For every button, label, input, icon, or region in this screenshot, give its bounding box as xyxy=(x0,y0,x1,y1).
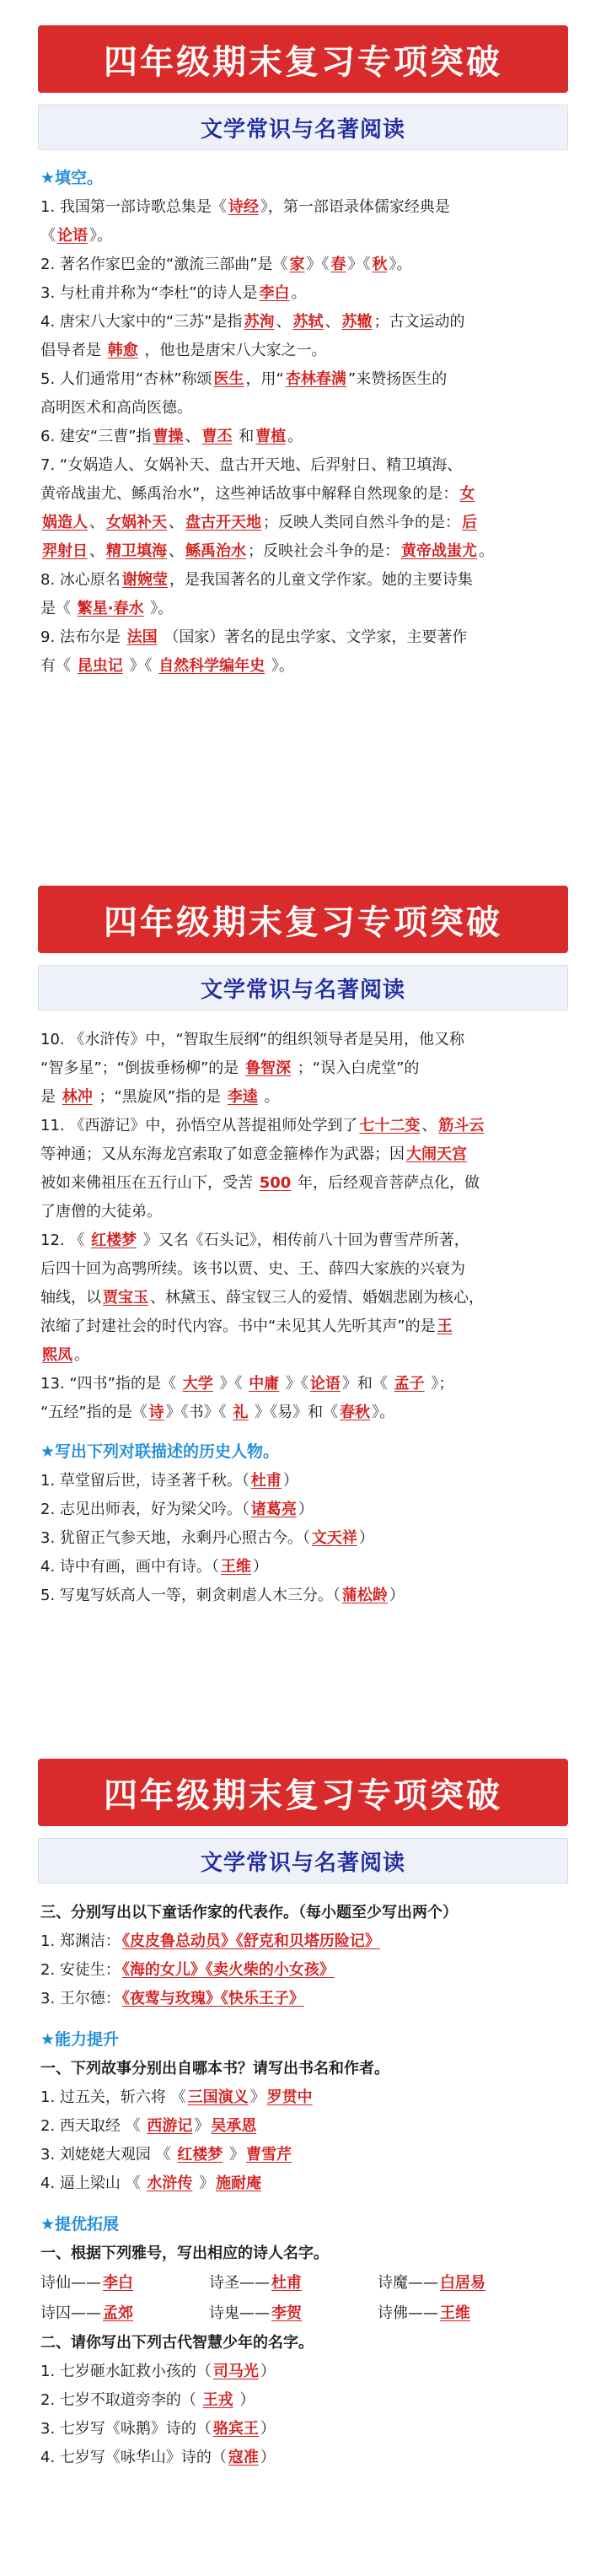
text-line xyxy=(40,1284,569,1312)
answer-text: 王戎 xyxy=(202,2391,233,2409)
text-line xyxy=(40,2358,569,2386)
poet-cell xyxy=(378,2298,546,2329)
text-line xyxy=(40,1083,569,1112)
text-line xyxy=(40,193,569,222)
text-segment: 诗魔—— xyxy=(378,2274,438,2292)
answer-text: 文天祥 xyxy=(311,1529,357,1547)
answer-text: 王 xyxy=(437,1318,453,1335)
text-segment: 》。 xyxy=(89,227,112,245)
text-segment: 5. 写鬼写妖高人一等，刺贪刺虐人木三分。（ xyxy=(40,1587,341,1604)
section-title-fill-blank: ★填空。 xyxy=(40,169,104,187)
answer-text: 昆虫记 xyxy=(77,657,123,675)
text-line xyxy=(40,1198,569,1226)
text-line xyxy=(40,1467,569,1495)
sheet-1-content xyxy=(0,165,606,681)
answer-text: 春 xyxy=(330,256,346,273)
text-segment: 诗圣—— xyxy=(209,2274,270,2292)
banner-title: 四年级期末复习专项突破 xyxy=(38,886,568,953)
answer-text: 司马光 xyxy=(212,2363,259,2380)
text-line xyxy=(40,1112,569,1140)
youth-lines xyxy=(40,2358,569,2472)
text-segment: 》《 xyxy=(124,657,158,675)
text-segment: 3. 与杜甫并称为“李杜”的诗人是 xyxy=(40,284,258,302)
text-segment: 2. 西天取经 《 xyxy=(40,2117,146,2135)
text-segment: 是《 xyxy=(40,600,76,617)
answer-text: 自然科学编年史 xyxy=(158,657,265,675)
text-line xyxy=(40,2112,569,2141)
text-segment: 》《易》和《 xyxy=(249,1404,339,1421)
text-line xyxy=(40,308,569,337)
answer-text: 羿射日 xyxy=(42,542,88,560)
text-segment: 倡导者是 xyxy=(40,342,106,359)
section-title-extension: ★提优拓展 xyxy=(40,2215,120,2234)
text-line xyxy=(40,1226,569,1255)
question-poet-nicknames: 一、根据下列雅号，写出相应的诗人名字。 xyxy=(40,2245,329,2262)
sheet-2 xyxy=(0,886,606,1610)
text-segment: “五经”指的是《 xyxy=(40,1404,147,1421)
text-line xyxy=(40,1341,569,1370)
text-segment: （国家）著名的昆虫学家、文学家，主要著作 xyxy=(158,628,468,646)
answer-text: 李逵 xyxy=(227,1088,258,1106)
text-segment: 4. 唐宋八大家中的“三苏”是指 xyxy=(40,313,243,331)
answer-text: 曹丕 xyxy=(201,428,233,445)
answer-text: 《夜莺与玫瑰》《快乐王子》 xyxy=(121,1990,304,2007)
text-line xyxy=(40,2169,569,2198)
answer-text: 王维 xyxy=(220,1558,251,1576)
text-segment: 2. 七岁不取道旁李的（ xyxy=(40,2391,201,2409)
poet-cell xyxy=(378,2268,546,2298)
couplet-lines xyxy=(40,1467,569,1610)
text-segment: 10. 《水浒传》中，“智取生辰纲”的组织领导者是吴用，他又称 xyxy=(40,1031,464,1048)
text-segment: 13. “四书”指的是《 xyxy=(40,1375,181,1393)
answer-text: 曹植 xyxy=(255,428,287,445)
text-segment: ） xyxy=(260,2449,276,2466)
text-segment: 4. 七岁写《咏华山》诗的（ xyxy=(40,2449,227,2466)
answer-text: 三国演义 xyxy=(187,2088,249,2106)
text-segment: 、林黛玉、薛宝钗三人的爱情、婚姻悲剧为核心， xyxy=(150,1289,484,1307)
answer-text: 施耐庵 xyxy=(216,2175,262,2192)
poet-cell xyxy=(40,2298,209,2329)
banner-subtitle: 文学常识与名著阅读 xyxy=(38,105,568,150)
text-segment: ） xyxy=(260,2363,276,2380)
text-segment: ；反映社会斗争的是： xyxy=(248,542,400,560)
text-segment: 1. 过五关，斩六将 《 xyxy=(40,2088,186,2106)
text-segment: 、 xyxy=(89,514,105,531)
text-segment: 1. 郑渊洁： xyxy=(40,1932,121,1950)
text-segment: 是 xyxy=(40,1088,61,1106)
question-story-source: 一、下列故事分别出自哪本书？请写出书名和作者。 xyxy=(40,2060,389,2078)
poet-row xyxy=(40,2298,569,2329)
text-segment: 》。 xyxy=(389,256,412,273)
answer-text: 女娲补天 xyxy=(106,514,167,531)
answer-text: 杏林春满 xyxy=(285,370,346,388)
text-segment: 》 xyxy=(194,2117,210,2135)
text-segment: ，他也是唐宋八大家之一。 xyxy=(139,342,327,359)
text-segment: 、 xyxy=(89,542,105,560)
banner-title: 四年级期末复习专项突破 xyxy=(38,1759,568,1826)
answer-text: 诸葛亮 xyxy=(250,1501,297,1518)
text-segment: 12. 《 xyxy=(40,1231,90,1249)
banner-subtitle: 文学常识与名著阅读 xyxy=(38,1838,568,1883)
text-segment: 浓缩了封建社会的时代内容。书中“未见其人先听其声”的是 xyxy=(40,1318,436,1335)
question-wise-youths: 二、请你写出下列古代智慧少年的名字。 xyxy=(40,2334,314,2352)
text-line xyxy=(40,1169,569,1198)
fill-blank-lines xyxy=(40,193,569,681)
text-segment: ，用“ xyxy=(245,370,284,388)
text-segment: 》又名《石头记》，相传前八十回为曹雪芹所著， xyxy=(138,1231,469,1249)
answer-text: 孟子 xyxy=(394,1375,425,1393)
answer-text: 罗贯中 xyxy=(266,2088,313,2106)
text-segment: ） xyxy=(298,1501,314,1518)
text-line xyxy=(40,2444,569,2472)
text-segment: 1. 草堂留后世，诗圣著千秋。（ xyxy=(40,1472,249,1490)
text-segment: 、 xyxy=(185,428,201,445)
text-segment: 和 xyxy=(233,428,255,445)
text-segment: ；“误入白虎堂”的 xyxy=(292,1059,420,1077)
answer-text: 水浒传 xyxy=(147,2175,193,2192)
text-segment: 被如来佛祖压在五行山下，受苦 xyxy=(40,1174,258,1192)
text-segment: 诗鬼—— xyxy=(209,2304,270,2322)
text-line xyxy=(40,1553,569,1582)
answer-text: 吴承恩 xyxy=(211,2117,257,2135)
text-line xyxy=(40,1312,569,1341)
answer-text: 贾宝玉 xyxy=(103,1289,148,1307)
answer-text: 精卫填海 xyxy=(106,542,167,560)
answer-text: 鲧禹治水 xyxy=(185,542,246,560)
text-segment: ；反映人类同自然斗争的是： xyxy=(263,514,460,531)
text-segment: 高明医术和高尚医德。 xyxy=(40,399,192,417)
text-segment: ；古文运动的 xyxy=(373,313,465,331)
answer-text: 李贺 xyxy=(271,2304,302,2322)
text-segment: 3. 七岁写《咏鹅》诗的（ xyxy=(40,2420,212,2438)
section-title-couplets: ★写出下列对联描述的历史人物。 xyxy=(40,1442,280,1461)
text-segment: 黄帝战蚩尤、鲧禹治水”，这些神话故事中解释自然现象的是： xyxy=(40,485,459,503)
text-segment: 》 xyxy=(224,2146,245,2164)
answer-text: 500 xyxy=(259,1174,292,1192)
answer-text: 曹雪芹 xyxy=(246,2146,292,2164)
answer-text: 诗经 xyxy=(228,198,259,216)
answer-text: 红楼梦 xyxy=(91,1231,137,1249)
text-segment: 》 xyxy=(194,2175,215,2192)
text-line xyxy=(40,279,569,308)
answer-text: 熙凤 xyxy=(42,1346,72,1364)
answer-text: 曹操 xyxy=(153,428,184,445)
text-line xyxy=(40,1956,569,1985)
text-segment: 7. “女娲造人、女娲补天、盘古开天地、后羿射日、精卫填海、 xyxy=(40,456,463,474)
poet-row xyxy=(40,2268,569,2298)
answer-text: 李白 xyxy=(259,284,290,302)
answer-text: 红楼梦 xyxy=(177,2146,223,2164)
text-segment: 》。 xyxy=(372,1404,395,1421)
answer-text: 《海的女儿》《卖火柴的小女孩》 xyxy=(121,1961,335,1979)
answer-text: 家 xyxy=(289,256,305,273)
text-segment: 2. 著名作家巴金的“激流三部曲”是《 xyxy=(40,256,288,273)
text-segment: 8. 冰心原名 xyxy=(40,571,121,589)
answer-text: 韩愈 xyxy=(107,342,138,359)
text-segment: 3. 犹留正气参天地，永剩丹心照古今。（ xyxy=(40,1529,310,1547)
text-line xyxy=(40,1582,569,1610)
answer-text: 大闹天宫 xyxy=(406,1145,467,1163)
text-segment: ） xyxy=(234,2391,255,2409)
text-line xyxy=(40,2386,569,2415)
text-segment: 、 xyxy=(421,1117,437,1134)
text-line xyxy=(40,1524,569,1553)
text-segment: 》。 xyxy=(145,600,174,617)
banner-title: 四年级期末复习专项突破 xyxy=(38,25,568,93)
answer-text: 苏洵 xyxy=(244,313,275,331)
answer-text: 李白 xyxy=(103,2274,133,2292)
answer-text: 筋斗云 xyxy=(438,1117,485,1134)
answer-text: 繁星·春水 xyxy=(77,600,144,617)
text-segment: ） xyxy=(282,1472,298,1490)
answer-text: 杜甫 xyxy=(250,1472,282,1490)
answer-text: 大学 xyxy=(182,1375,213,1393)
author-lines xyxy=(40,1927,569,2013)
text-segment: 6. 建安“三曹”指 xyxy=(40,428,152,445)
answer-text: 娲造人 xyxy=(42,514,88,531)
text-segment: ”来赞扬医生的 xyxy=(347,370,448,388)
text-segment: 》《 xyxy=(347,256,371,273)
text-segment: 轴线，以 xyxy=(40,1289,101,1307)
text-line xyxy=(40,480,569,509)
text-segment: 《 xyxy=(40,227,56,245)
text-line xyxy=(40,1370,569,1398)
text-line xyxy=(40,365,569,394)
poet-cell xyxy=(209,2298,378,2329)
text-line xyxy=(40,1140,569,1169)
text-segment: 。 xyxy=(74,1346,89,1364)
text-line xyxy=(40,2415,569,2444)
answer-text: 黄帝战蚩尤 xyxy=(401,542,477,560)
text-segment: 有《 xyxy=(40,657,76,675)
text-segment: ） xyxy=(260,2420,276,2438)
text-segment: 2. 安徒生： xyxy=(40,1961,121,1979)
answer-text: 苏辙 xyxy=(341,313,373,331)
poet-cell xyxy=(40,2268,209,2298)
answer-text: 后 xyxy=(462,514,477,531)
text-segment: ） xyxy=(252,1558,268,1576)
sheet-3-content xyxy=(0,1899,606,2472)
sheet-3 xyxy=(0,1759,606,2472)
text-segment: 5. 人们通常用“杏林”称颂 xyxy=(40,370,212,388)
text-line xyxy=(40,1398,569,1427)
text-line xyxy=(40,2083,569,2112)
text-line xyxy=(40,2141,569,2169)
answer-text: 秋 xyxy=(372,256,388,273)
text-segment: 》《 xyxy=(306,256,330,273)
text-segment: 诗仙—— xyxy=(40,2274,101,2292)
text-segment: 。 xyxy=(479,542,494,560)
text-line xyxy=(40,623,569,652)
text-line xyxy=(40,509,569,537)
text-segment: 等神通；又从东海龙宫索取了如意金箍棒作为武器；因 xyxy=(40,1145,405,1163)
answer-text: 谢婉莹 xyxy=(121,571,168,589)
answer-text: 论语 xyxy=(309,1375,341,1393)
answer-text: 医生 xyxy=(213,370,244,388)
text-segment: 11. 《西游记》中，孙悟空从菩提祖师处学到了 xyxy=(40,1117,358,1134)
text-segment: 后四十回为高鹗所续。该书以贾、史、王、薛四大家族的兴衰为 xyxy=(40,1260,465,1278)
section-title-ability: ★能力提升 xyxy=(40,2030,120,2049)
text-segment: 1. 我国第一部诗歌总集是《 xyxy=(40,198,227,216)
answer-text: 礼 xyxy=(233,1404,249,1421)
poet-cell xyxy=(209,2268,378,2298)
text-line xyxy=(40,566,569,595)
text-segment: 》。 xyxy=(266,657,294,675)
sheet-2-content xyxy=(0,1026,606,1610)
answer-text: 七十二变 xyxy=(359,1117,421,1134)
text-line xyxy=(40,1985,569,2013)
answer-text: 杜甫 xyxy=(271,2274,302,2292)
text-segment: 》《书》《 xyxy=(165,1404,232,1421)
text-line xyxy=(40,1054,569,1083)
text-segment: 》《 xyxy=(281,1375,308,1393)
answer-text: 鲁智深 xyxy=(245,1059,292,1077)
answer-text: 诗 xyxy=(148,1404,164,1421)
story-lines xyxy=(40,2083,569,2198)
text-line xyxy=(40,451,569,480)
text-segment: 2. 志见出师表，好为梁父吟。（ xyxy=(40,1501,249,1518)
answer-text: 论语 xyxy=(57,227,88,245)
text-segment: 》和《 xyxy=(341,1375,393,1393)
text-segment: 、 xyxy=(324,313,341,331)
answer-text: 寇准 xyxy=(228,2449,259,2466)
text-line xyxy=(40,1026,569,1054)
text-segment: 。 xyxy=(287,428,303,445)
poet-grid xyxy=(40,2268,569,2329)
answer-text: 盘古开天地 xyxy=(185,514,261,531)
text-segment: 1. 七岁砸水缸救小孩的（ xyxy=(40,2363,212,2380)
text-segment: 》《 xyxy=(214,1375,248,1393)
text-line xyxy=(40,251,569,279)
text-line xyxy=(40,394,569,423)
text-line xyxy=(40,595,569,623)
text-segment: 4. 诗中有画，画中有诗。（ xyxy=(40,1558,219,1576)
text-segment: ） xyxy=(389,1587,405,1604)
text-line xyxy=(40,423,569,451)
answer-text: 春秋 xyxy=(340,1404,371,1421)
text-line xyxy=(40,1927,569,1956)
text-line xyxy=(40,537,569,566)
banner-subtitle: 文学常识与名著阅读 xyxy=(38,965,568,1010)
text-segment: 。 xyxy=(291,284,307,302)
answer-text: 法国 xyxy=(126,628,158,646)
answer-text: 骆宾王 xyxy=(212,2420,259,2438)
text-segment: 4. 逼上梁山 《 xyxy=(40,2175,146,2192)
text-segment: “智多星”；“倒拔垂杨柳”的是 xyxy=(40,1059,244,1077)
text-line xyxy=(40,1255,569,1284)
answer-text: 女 xyxy=(459,485,475,503)
text-line xyxy=(40,222,569,251)
text-segment: 》 xyxy=(249,2088,265,2106)
text-segment: 诗囚—— xyxy=(40,2304,101,2322)
text-segment: 诗佛—— xyxy=(378,2304,438,2322)
text-segment: 、 xyxy=(169,514,184,531)
answer-text: 白居易 xyxy=(440,2274,485,2292)
answer-text: 王维 xyxy=(440,2304,470,2322)
novel-question-lines xyxy=(40,1026,569,1427)
text-line xyxy=(40,337,569,365)
sheet-1 xyxy=(0,25,606,681)
text-segment: ；“黑旋风”指的是 xyxy=(94,1088,226,1106)
answer-text: 蒲松龄 xyxy=(341,1587,388,1604)
answer-text: 西游记 xyxy=(147,2117,193,2135)
text-segment: 3. 刘姥姥大观园 《 xyxy=(40,2146,176,2164)
text-segment: 、 xyxy=(169,542,184,560)
text-segment: 》，第一部语录体儒家经典是 xyxy=(260,198,450,216)
text-segment: 了唐僧的大徒弟。 xyxy=(40,1203,162,1221)
text-segment: ） xyxy=(358,1529,374,1547)
text-line xyxy=(40,1495,569,1524)
text-segment: ，是我国著名的儿童文学作家。她的主要诗集 xyxy=(169,571,473,589)
text-segment: 3. 王尔德： xyxy=(40,1990,121,2007)
text-segment: 》； xyxy=(426,1375,454,1393)
text-segment: 年，后经观音菩萨点化，做 xyxy=(292,1174,480,1192)
text-segment: 、 xyxy=(276,313,292,331)
text-segment: 9. 法布尔是 xyxy=(40,628,126,646)
answer-text: 林冲 xyxy=(62,1088,93,1106)
text-line xyxy=(40,652,569,681)
answer-text: 苏轼 xyxy=(292,313,324,331)
answer-text: 《皮皮鲁总动员》《舒克和贝塔历险记》 xyxy=(121,1932,380,1950)
answer-text: 中庸 xyxy=(249,1375,280,1393)
question-fairy-tale-authors: 三、分别写出以下童话作家的代表作。（每小题至少写出两个） xyxy=(40,1904,458,1921)
answer-text: 孟郊 xyxy=(103,2304,133,2322)
text-segment: 。 xyxy=(259,1088,280,1106)
